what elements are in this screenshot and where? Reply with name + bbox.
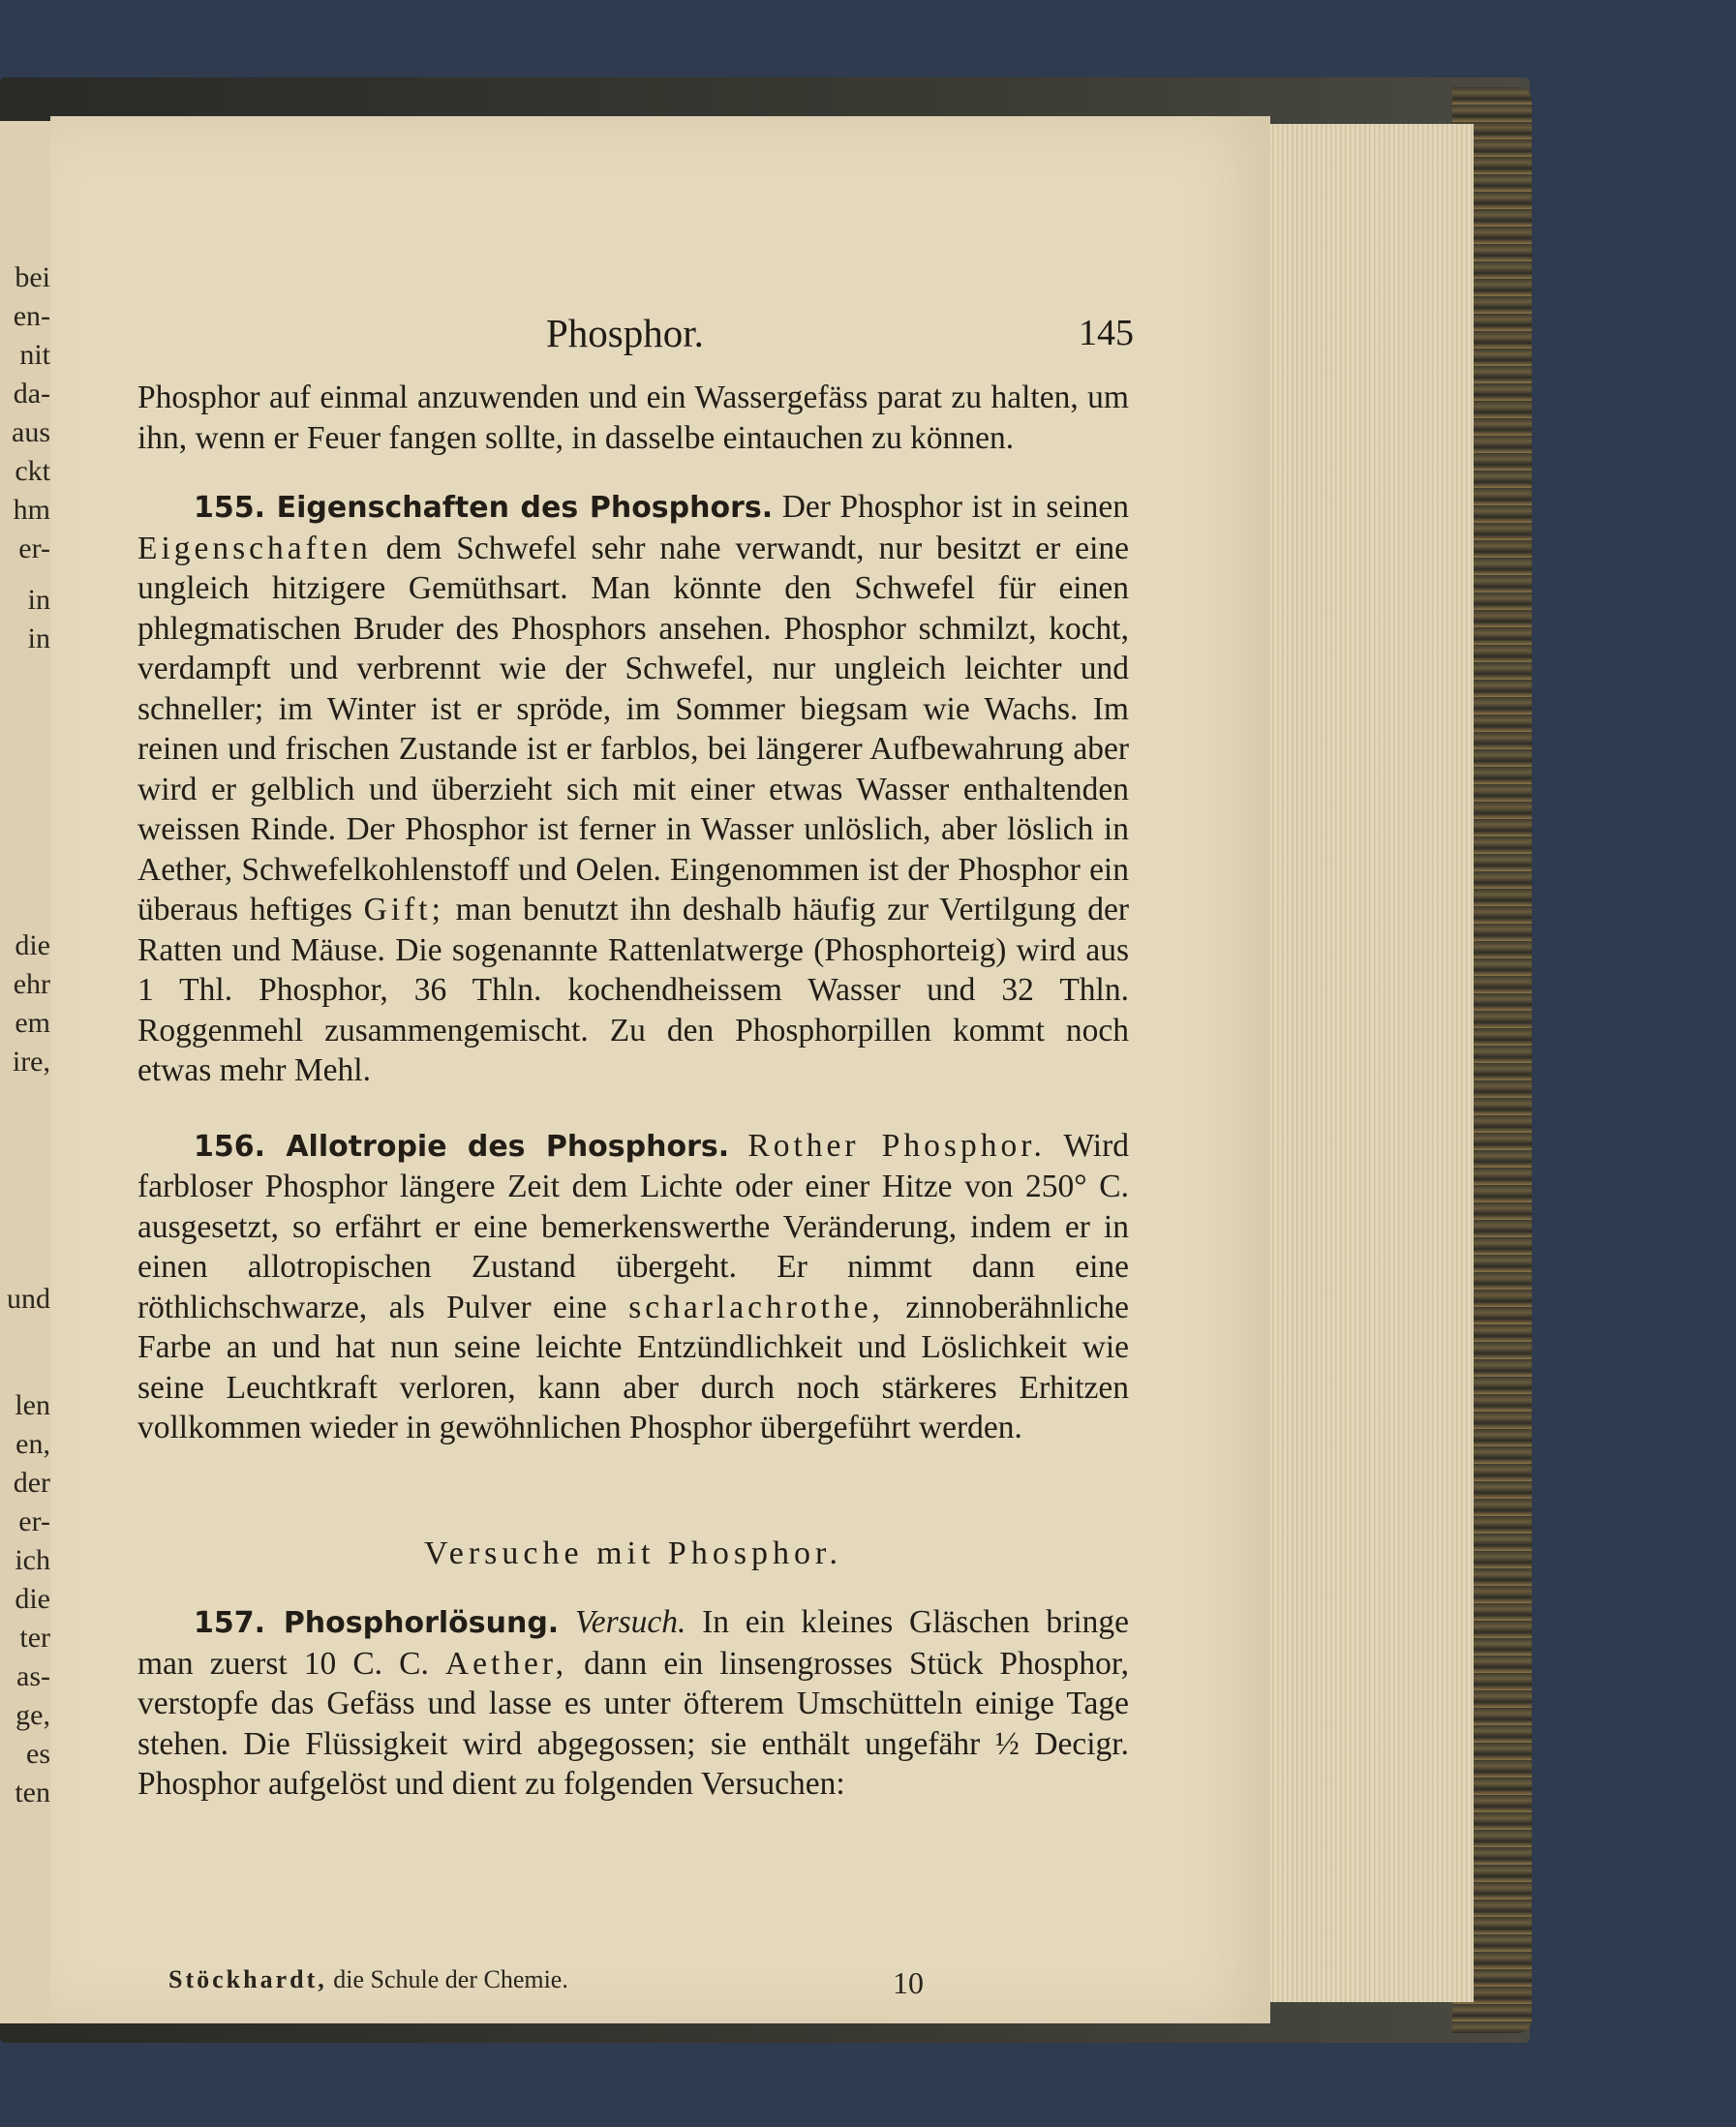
section-heading: 157. Phosphorlösung.: [194, 1606, 560, 1640]
left-page-margin: [0, 121, 57, 2023]
section-text: dann ein linsengrosses Stück Phosphor, verstopfe das Gefäss und lasse es unter öfterem Umschütteln einige Tage stehen. Die Flüssigkeit wird abgegossen; sie enthält ungefähr ½ Decigr. Phosphor aufgelöst und dient zu folgenden Versuchen:: [137, 1645, 1130, 1802]
left-fragment: aus: [12, 416, 50, 448]
left-fragment: hm: [13, 494, 50, 526]
left-fragment: bei: [15, 261, 50, 293]
emphasis-term: Rother Phosphor.: [747, 1127, 1046, 1164]
section-text: dem Schwefel sehr nahe verwandt, nur besitzt er eine ungleich hitzigere Gemüthsart. Man könnte den Schwefel für einen phlegmatischen Bruder des Phosphors ansehen. Phosphor schmilzt, kocht, verdampft und verbrennt wie der Schwefel, nur ungleich leichter und schneller; im Winter ist er spröde, im Sommer biegsam wie Wachs. Im reinen und frischen Zustande ist er farblos, bei längerer Aufbewahrung aber wird er gelblich und überzieht sich mit einer etwas Wasser enthaltenden weissen Rinde. Der Phosphor ist ferner in Wasser unlöslich, aber löslich in Aether, Schwefelkohlenstoff und Oelen. Eingenommen ist der Phosphor ein überaus heftiges: [137, 530, 1130, 927]
section-heading: 156. Allotropie des Phosphors.: [194, 1129, 730, 1164]
section-text: man benutzt ihn deshalb häufig zur Vertilgung der Ratten und Mäuse. Die sogenannte Rattenlatwerge (Phosphorteig) wird aus 1 Thl. Phosphor, 36 Thln. kochendheissem Wasser und 32 Thln. Roggenmehl zusammengemischt. Zu den Phosphorpillen kommt noch etwas mehr Mehl.: [137, 892, 1130, 1088]
left-fragment: es: [26, 1738, 50, 1770]
page-number: 145: [1079, 313, 1134, 353]
left-fragment: und: [7, 1283, 50, 1315]
left-fragment: ire,: [12, 1046, 50, 1078]
section-text: zinnoberähnliche Farbe an und hat nun seine leichte Entzündlichkeit und Löslichkeit wie seine Leuchtkraft verloren, kann aber durch noch stärkeres Erhitzen vollkommen wieder in gewöhnlichen Phosphor übergeführt werden.: [137, 1289, 1130, 1445]
left-fragment: as-: [16, 1660, 50, 1692]
left-fragment: in: [27, 623, 50, 654]
left-fragment: ich: [15, 1544, 50, 1576]
left-fragment: en-: [13, 300, 50, 332]
section-text: Wird farbloser Phosphor längere Zeit dem Lichte oder einer Hitze von 250° C. ausgesetzt, so erfährt er eine bemerkenswerthe Veränderung, indem er in einen allotropischen Zustand übergeht. Er nimmt dann eine röthlichschwarze, als Pulver eine: [137, 1127, 1130, 1325]
left-fragment: ge,: [15, 1699, 50, 1731]
left-fragment: len: [15, 1389, 50, 1421]
emphasis-term: Aether,: [444, 1645, 568, 1682]
emphasis-term: Gift;: [363, 892, 444, 927]
page-body: [137, 378, 1129, 1805]
page-footer: [168, 1965, 1040, 2000]
section-heading: 155. Eigenschaften des Phosphors.: [194, 491, 774, 525]
left-fragment: ckt: [15, 455, 50, 487]
left-fragment: da-: [13, 378, 50, 410]
emphasis-term: Eigenschaften: [137, 530, 372, 566]
left-fragment: ehr: [13, 968, 50, 1000]
paragraph-continuation: Phosphor auf einmal anzuwenden und ein Wassergefäss parat zu halten, um ihn, wenn er Feuer fangen sollte, in dasselbe eintauchen zu können.: [137, 380, 1129, 456]
book-page: [50, 116, 1270, 2023]
versuch-label: Versuch.: [574, 1604, 686, 1640]
left-fragment: er-: [18, 532, 50, 564]
signature-mark: 10: [893, 1965, 924, 2000]
left-fragment: in: [27, 584, 50, 616]
section-157: [137, 1602, 1129, 1805]
left-fragment: ten: [15, 1777, 50, 1808]
left-fragment: die: [15, 929, 50, 961]
footer-book: die Schule der Chemie.: [333, 1965, 568, 1993]
left-fragment: nit: [19, 339, 50, 371]
left-fragment: en,: [15, 1428, 50, 1460]
left-fragment: der: [13, 1467, 50, 1499]
section-text: Der Phosphor ist in seinen: [781, 489, 1130, 525]
left-fragment: er-: [18, 1505, 50, 1537]
left-fragment: em: [15, 1007, 50, 1039]
page-edges: [1266, 124, 1474, 2002]
left-fragment: ter: [19, 1622, 50, 1654]
section-155: [137, 487, 1129, 1091]
subsection-title: Versuche mit Phosphor.: [423, 1534, 843, 1571]
section-156: [137, 1126, 1129, 1448]
left-fragment: die: [15, 1583, 50, 1615]
footer-author: Stöckhardt,: [168, 1965, 327, 1993]
emphasis-term: scharlachrothe,: [628, 1289, 884, 1325]
section-text: In ein kleines Gläschen bringe man zuerst 10 C. C.: [137, 1604, 1130, 1682]
running-title: Phosphor.: [546, 311, 704, 355]
